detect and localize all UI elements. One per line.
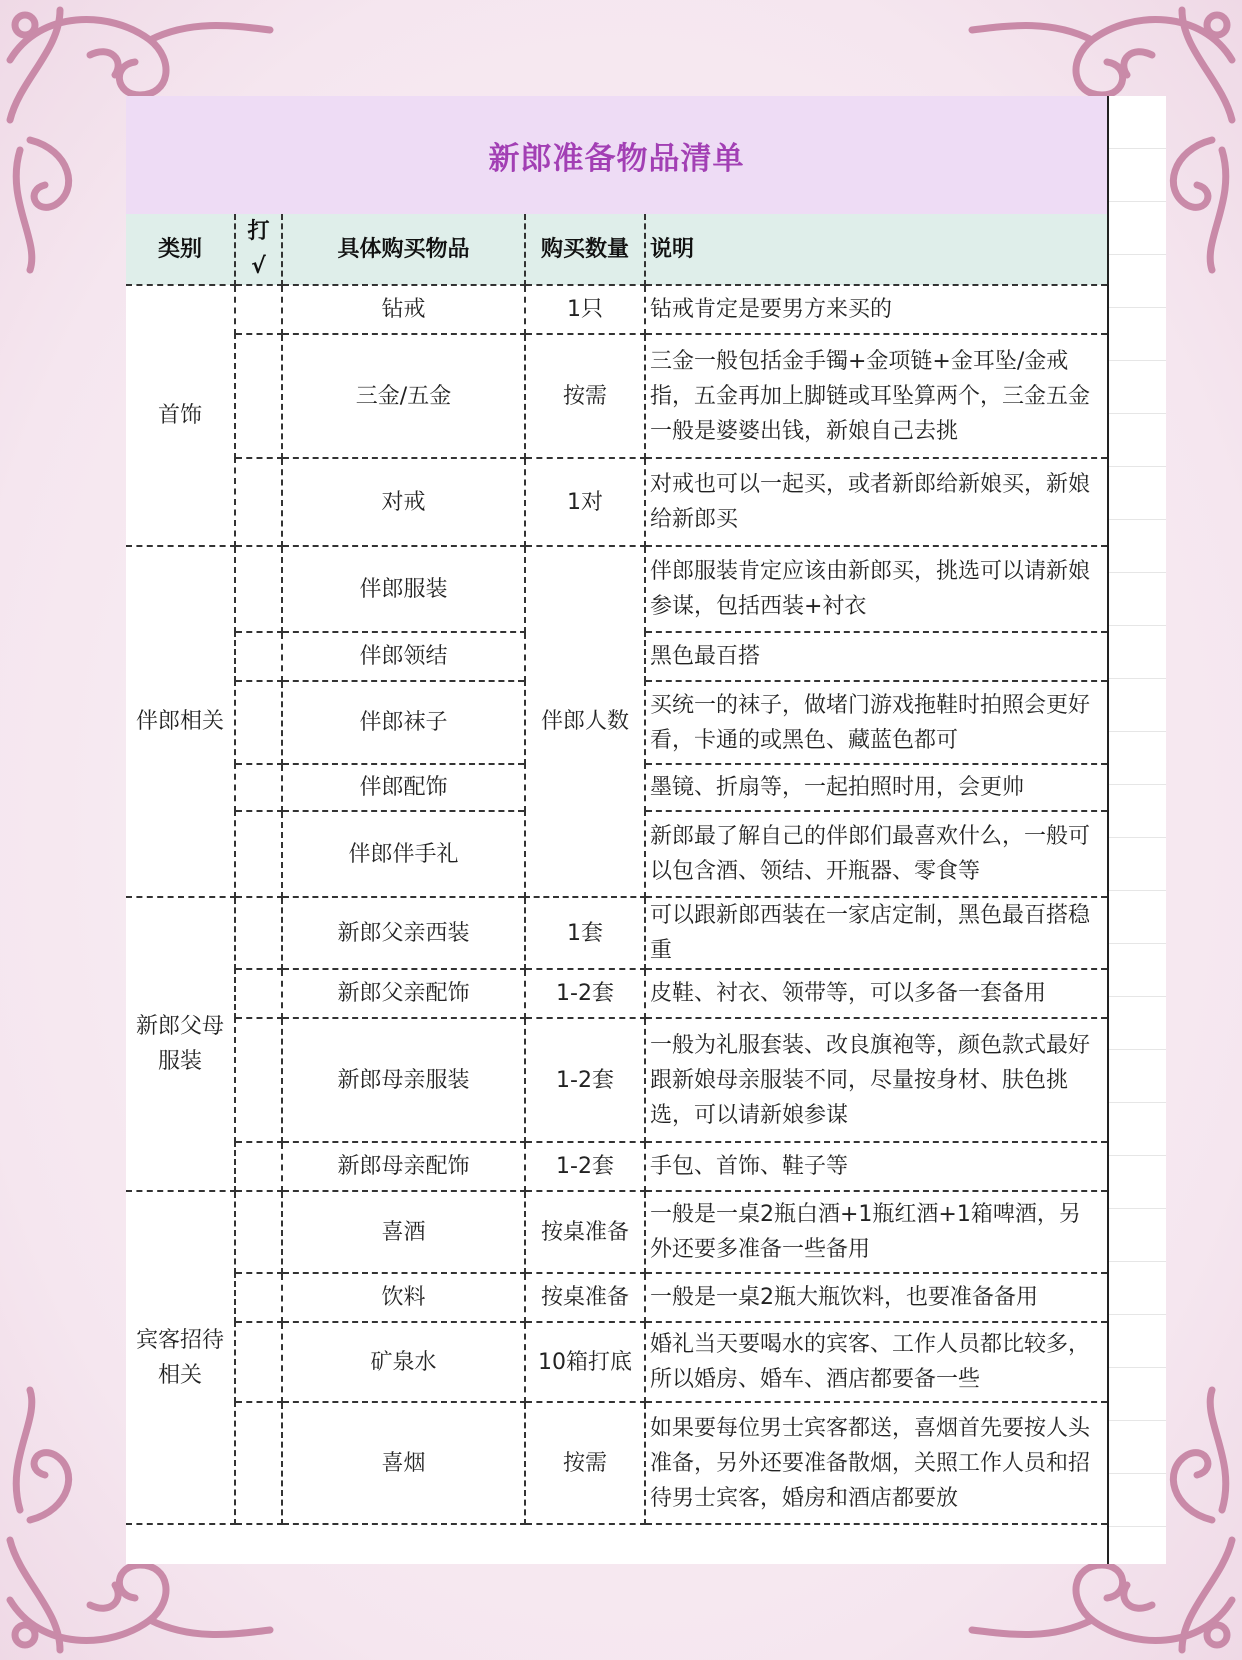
item-cell[interactable]: 喜烟 (282, 1402, 525, 1524)
check-cell[interactable] (235, 1402, 282, 1524)
qty-cell[interactable]: 1-2套 (525, 969, 645, 1018)
header-item[interactable]: 具体购买物品 (282, 214, 525, 285)
item-cell[interactable]: 新郎父亲配饰 (282, 969, 525, 1018)
table-row (126, 285, 1107, 334)
check-cell[interactable] (235, 632, 282, 681)
qty-cell[interactable]: 1只 (525, 285, 645, 334)
table-row (126, 969, 1107, 1018)
note-cell[interactable]: 手包、首饰、鞋子等 (645, 1142, 1107, 1191)
qty-cell[interactable]: 按桌准备 (525, 1191, 645, 1273)
category-cell[interactable]: 新郎父母服装 (126, 897, 235, 1191)
note-cell[interactable]: 买统一的袜子，做堵门游戏拖鞋时拍照会更好看，卡通的或黑色、藏蓝色都可 (645, 681, 1107, 764)
note-cell[interactable]: 如果要每位男士宾客都送，喜烟首先要按人头准备，另外还要准备散烟，关照工作人员和招待男士宾客，婚房和酒店都要放 (645, 1402, 1107, 1524)
header-qty[interactable]: 购买数量 (525, 214, 645, 285)
header-note[interactable]: 说明 (645, 214, 1107, 285)
qty-cell[interactable]: 伴郎人数 (525, 546, 645, 897)
note-cell[interactable]: 可以跟新郎西装在一家店定制，黑色最百搭稳重 (645, 897, 1107, 969)
note-cell[interactable]: 墨镜、折扇等，一起拍照时用，会更帅 (645, 764, 1107, 811)
table-row (126, 458, 1107, 546)
check-cell[interactable] (235, 681, 282, 764)
item-cell[interactable]: 新郎母亲服装 (282, 1018, 525, 1142)
category-cell[interactable]: 宾客招待相关 (126, 1191, 235, 1524)
header-check[interactable]: 打√ (235, 214, 282, 285)
table-row (126, 1322, 1107, 1402)
item-cell[interactable]: 喜酒 (282, 1191, 525, 1273)
note-cell[interactable]: 钻戒肯定是要男方来买的 (645, 285, 1107, 334)
empty-column (1109, 96, 1166, 1564)
note-cell[interactable]: 新郎最了解自己的伴郎们最喜欢什么，一般可以包含酒、领结、开瓶器、零食等 (645, 811, 1107, 897)
sheet-title: 新郎准备物品清单 (488, 140, 745, 177)
header-category[interactable]: 类别 (126, 214, 235, 285)
note-cell[interactable]: 黑色最百搭 (645, 632, 1107, 681)
category-cell[interactable]: 伴郎相关 (126, 546, 235, 897)
item-cell[interactable]: 伴郎袜子 (282, 681, 525, 764)
note-cell[interactable]: 一般为礼服套装、改良旗袍等，颜色款式最好跟新娘母亲服装不同，尽量按身材、肤色挑选，可以请新娘参谋 (645, 1018, 1107, 1142)
table-row (126, 334, 1107, 458)
item-cell[interactable]: 伴郎领结 (282, 632, 525, 681)
check-cell[interactable] (235, 1273, 282, 1322)
category-cell[interactable]: 首饰 (126, 285, 235, 546)
check-cell[interactable] (235, 897, 282, 969)
note-cell[interactable]: 伴郎服装肯定应该由新郎买，挑选可以请新娘参谋，包括西装+衬衣 (645, 546, 1107, 632)
qty-cell[interactable]: 1套 (525, 897, 645, 969)
note-cell[interactable]: 皮鞋、衬衣、领带等，可以多备一套备用 (645, 969, 1107, 1018)
note-cell[interactable]: 一般是一桌2瓶大瓶饮料，也要准备备用 (645, 1273, 1107, 1322)
check-cell[interactable] (235, 1322, 282, 1402)
check-cell[interactable] (235, 969, 282, 1018)
checklist-table (126, 214, 1107, 1525)
qty-cell[interactable]: 按需 (525, 334, 645, 458)
qty-cell[interactable]: 按需 (525, 1402, 645, 1524)
note-cell[interactable]: 婚礼当天要喝水的宾客、工作人员都比较多，所以婚房、婚车、酒店都要备一些 (645, 1322, 1107, 1402)
table-row (126, 1402, 1107, 1524)
item-cell[interactable]: 伴郎伴手礼 (282, 811, 525, 897)
item-cell[interactable]: 饮料 (282, 1273, 525, 1322)
item-cell[interactable]: 三金/五金 (282, 334, 525, 458)
note-cell[interactable]: 对戒也可以一起买，或者新郎给新娘买，新娘给新郎买 (645, 458, 1107, 546)
item-cell[interactable]: 新郎父亲西装 (282, 897, 525, 969)
note-cell[interactable]: 一般是一桌2瓶白酒+1瓶红酒+1箱啤酒，另外还要多准备一些备用 (645, 1191, 1107, 1273)
item-cell[interactable]: 对戒 (282, 458, 525, 546)
qty-cell[interactable]: 1对 (525, 458, 645, 546)
qty-cell[interactable]: 1-2套 (525, 1142, 645, 1191)
table-row (126, 546, 1107, 632)
item-cell[interactable]: 伴郎服装 (282, 546, 525, 632)
item-cell[interactable]: 矿泉水 (282, 1322, 525, 1402)
table-row (126, 897, 1107, 969)
check-cell[interactable] (235, 1018, 282, 1142)
table-row (126, 1018, 1107, 1142)
check-cell[interactable] (235, 811, 282, 897)
note-cell[interactable]: 三金一般包括金手镯+金项链+金耳坠/金戒指，五金再加上脚链或耳坠算两个，三金五金一般是婆婆出钱，新娘自己去挑 (645, 334, 1107, 458)
check-cell[interactable] (235, 1142, 282, 1191)
spreadsheet (126, 96, 1166, 1564)
check-cell[interactable] (235, 764, 282, 811)
qty-cell[interactable]: 1-2套 (525, 1018, 645, 1142)
table-row (126, 1273, 1107, 1322)
check-cell[interactable] (235, 1191, 282, 1273)
item-cell[interactable]: 新郎母亲配饰 (282, 1142, 525, 1191)
check-cell[interactable] (235, 285, 282, 334)
check-cell[interactable] (235, 334, 282, 458)
title-cell[interactable] (126, 96, 1107, 216)
qty-cell[interactable]: 按桌准备 (525, 1273, 645, 1322)
table-row (126, 1142, 1107, 1191)
check-cell[interactable] (235, 546, 282, 632)
table-row (126, 1191, 1107, 1273)
item-cell[interactable]: 钻戒 (282, 285, 525, 334)
qty-cell[interactable]: 10箱打底 (525, 1322, 645, 1402)
header-row (126, 214, 1107, 285)
item-cell[interactable]: 伴郎配饰 (282, 764, 525, 811)
check-cell[interactable] (235, 458, 282, 546)
